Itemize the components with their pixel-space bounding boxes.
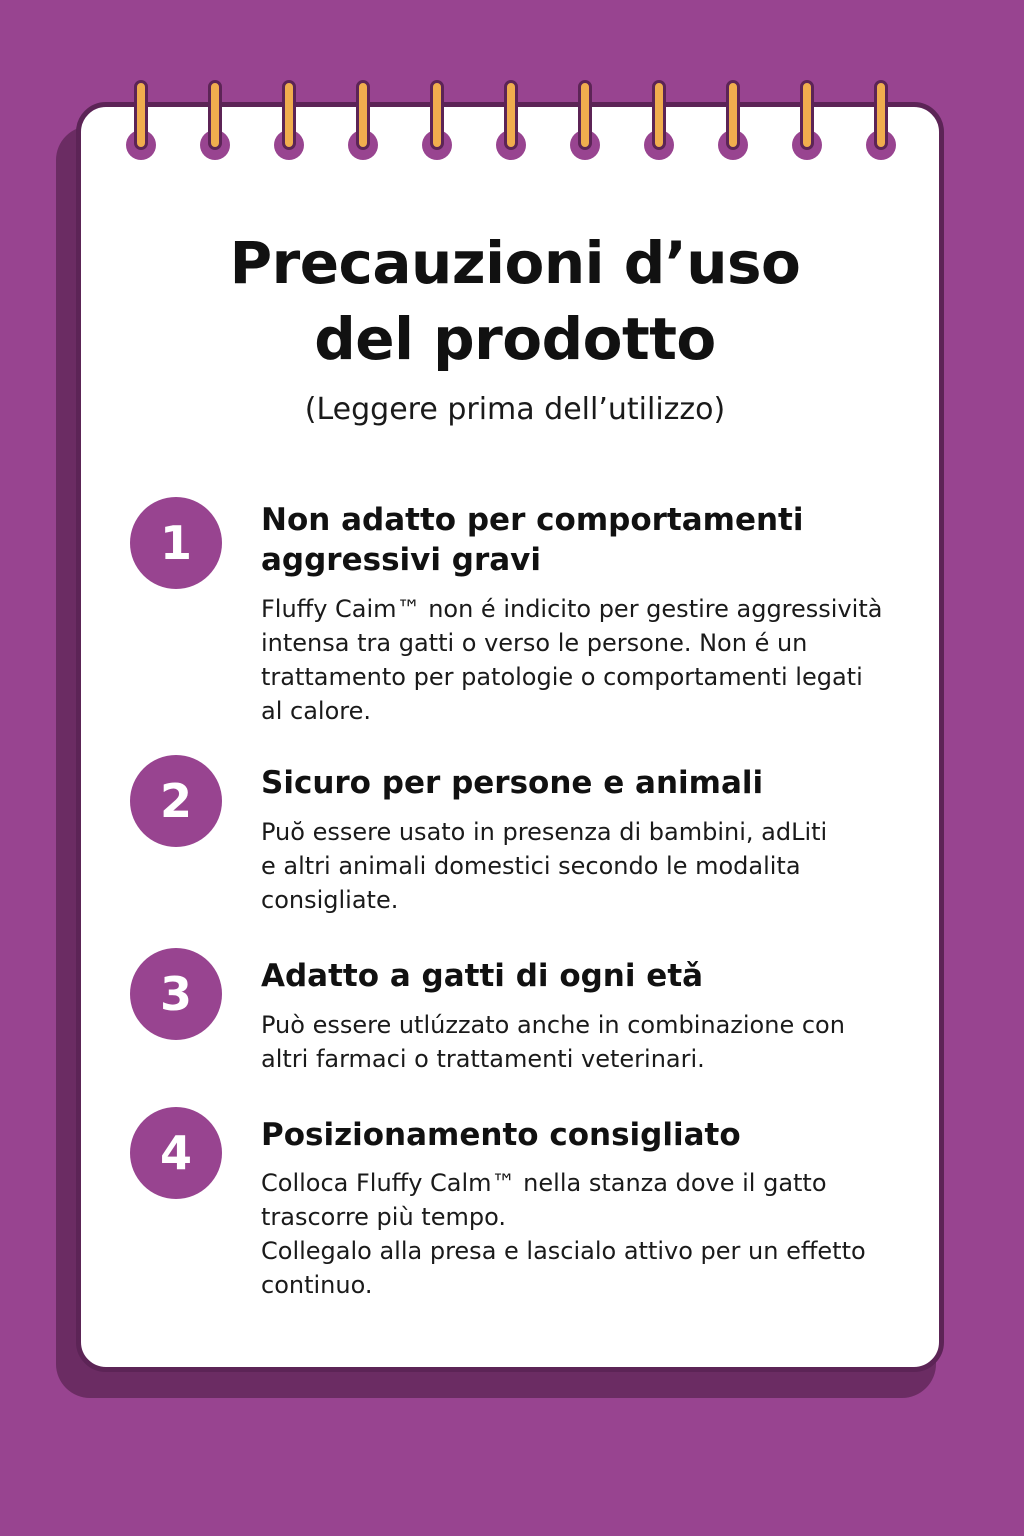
number-badge: 2 [130, 755, 222, 847]
title-line-2: del prodotto [314, 305, 716, 373]
item-text-line: consigliate. [261, 886, 399, 914]
spiral-ring-icon [134, 80, 148, 156]
page-title [120, 225, 910, 377]
number-badge: 4 [130, 1107, 222, 1199]
number-badge: 3 [130, 948, 222, 1040]
number-badge: 1 [130, 497, 222, 589]
item-text-line: Fluffy Caim™ non é indicito per gestire aggressività [261, 595, 883, 623]
item-text-line: trattamento per patologie o comportamenti legati [261, 663, 863, 691]
spiral-ring-icon [874, 80, 888, 156]
item-text-line: intensa tra gatti o verso le persone. Non é un [261, 629, 808, 657]
spiral-ring-icon [356, 80, 370, 156]
item-text-line: e altri animali domestici secondo le modalita [261, 852, 801, 880]
spiral-ring-icon [282, 80, 296, 156]
spiral-ring-icon [652, 80, 666, 156]
item-text [261, 815, 901, 917]
spiral-ring-icon [578, 80, 592, 156]
item-text-line: Collegalo alla presa e lascialo attivo per un effetto [261, 1237, 866, 1265]
item-title-line: aggressivi gravi [261, 542, 541, 578]
item-text-line: Puŏ essere usato in presenza di bambini, adLiti [261, 818, 828, 846]
item-text-line: al calore. [261, 697, 371, 725]
item-title [261, 500, 901, 580]
spiral-ring-icon [430, 80, 444, 156]
item-text-line: altri farmaci o trattamenti veterinari. [261, 1045, 705, 1073]
title-line-1: Precauzioni d’uso [229, 229, 801, 297]
item-text-line: Colloca Fluffy Calm™ nella stanza dove il gatto [261, 1169, 827, 1197]
page-subtitle: (Leggere prima dell’utilizzo) [304, 392, 726, 427]
item-title [261, 763, 901, 803]
spiral-ring-icon [800, 80, 814, 156]
spiral-ring-icon [208, 80, 222, 156]
item-text-line: trascorre più tempo. [261, 1203, 506, 1231]
item-text-line: continuo. [261, 1271, 373, 1299]
item-text-line: Può essere utlúzzato anche in combinazione con [261, 1011, 845, 1039]
item-title [261, 1115, 901, 1155]
item-text [261, 592, 901, 728]
item-title [261, 956, 901, 996]
item-text [261, 1008, 901, 1076]
item-title-line: Adatto a gatti di ogni etǎ [261, 958, 704, 994]
item-text [261, 1166, 901, 1302]
spiral-ring-icon [504, 80, 518, 156]
item-title-line: Non adatto per comportamenti [261, 502, 804, 538]
spiral-ring-icon [726, 80, 740, 156]
item-title-line: Posizionamento consigliato [261, 1117, 741, 1153]
item-title-line: Sicuro per persone e animali [261, 765, 764, 801]
